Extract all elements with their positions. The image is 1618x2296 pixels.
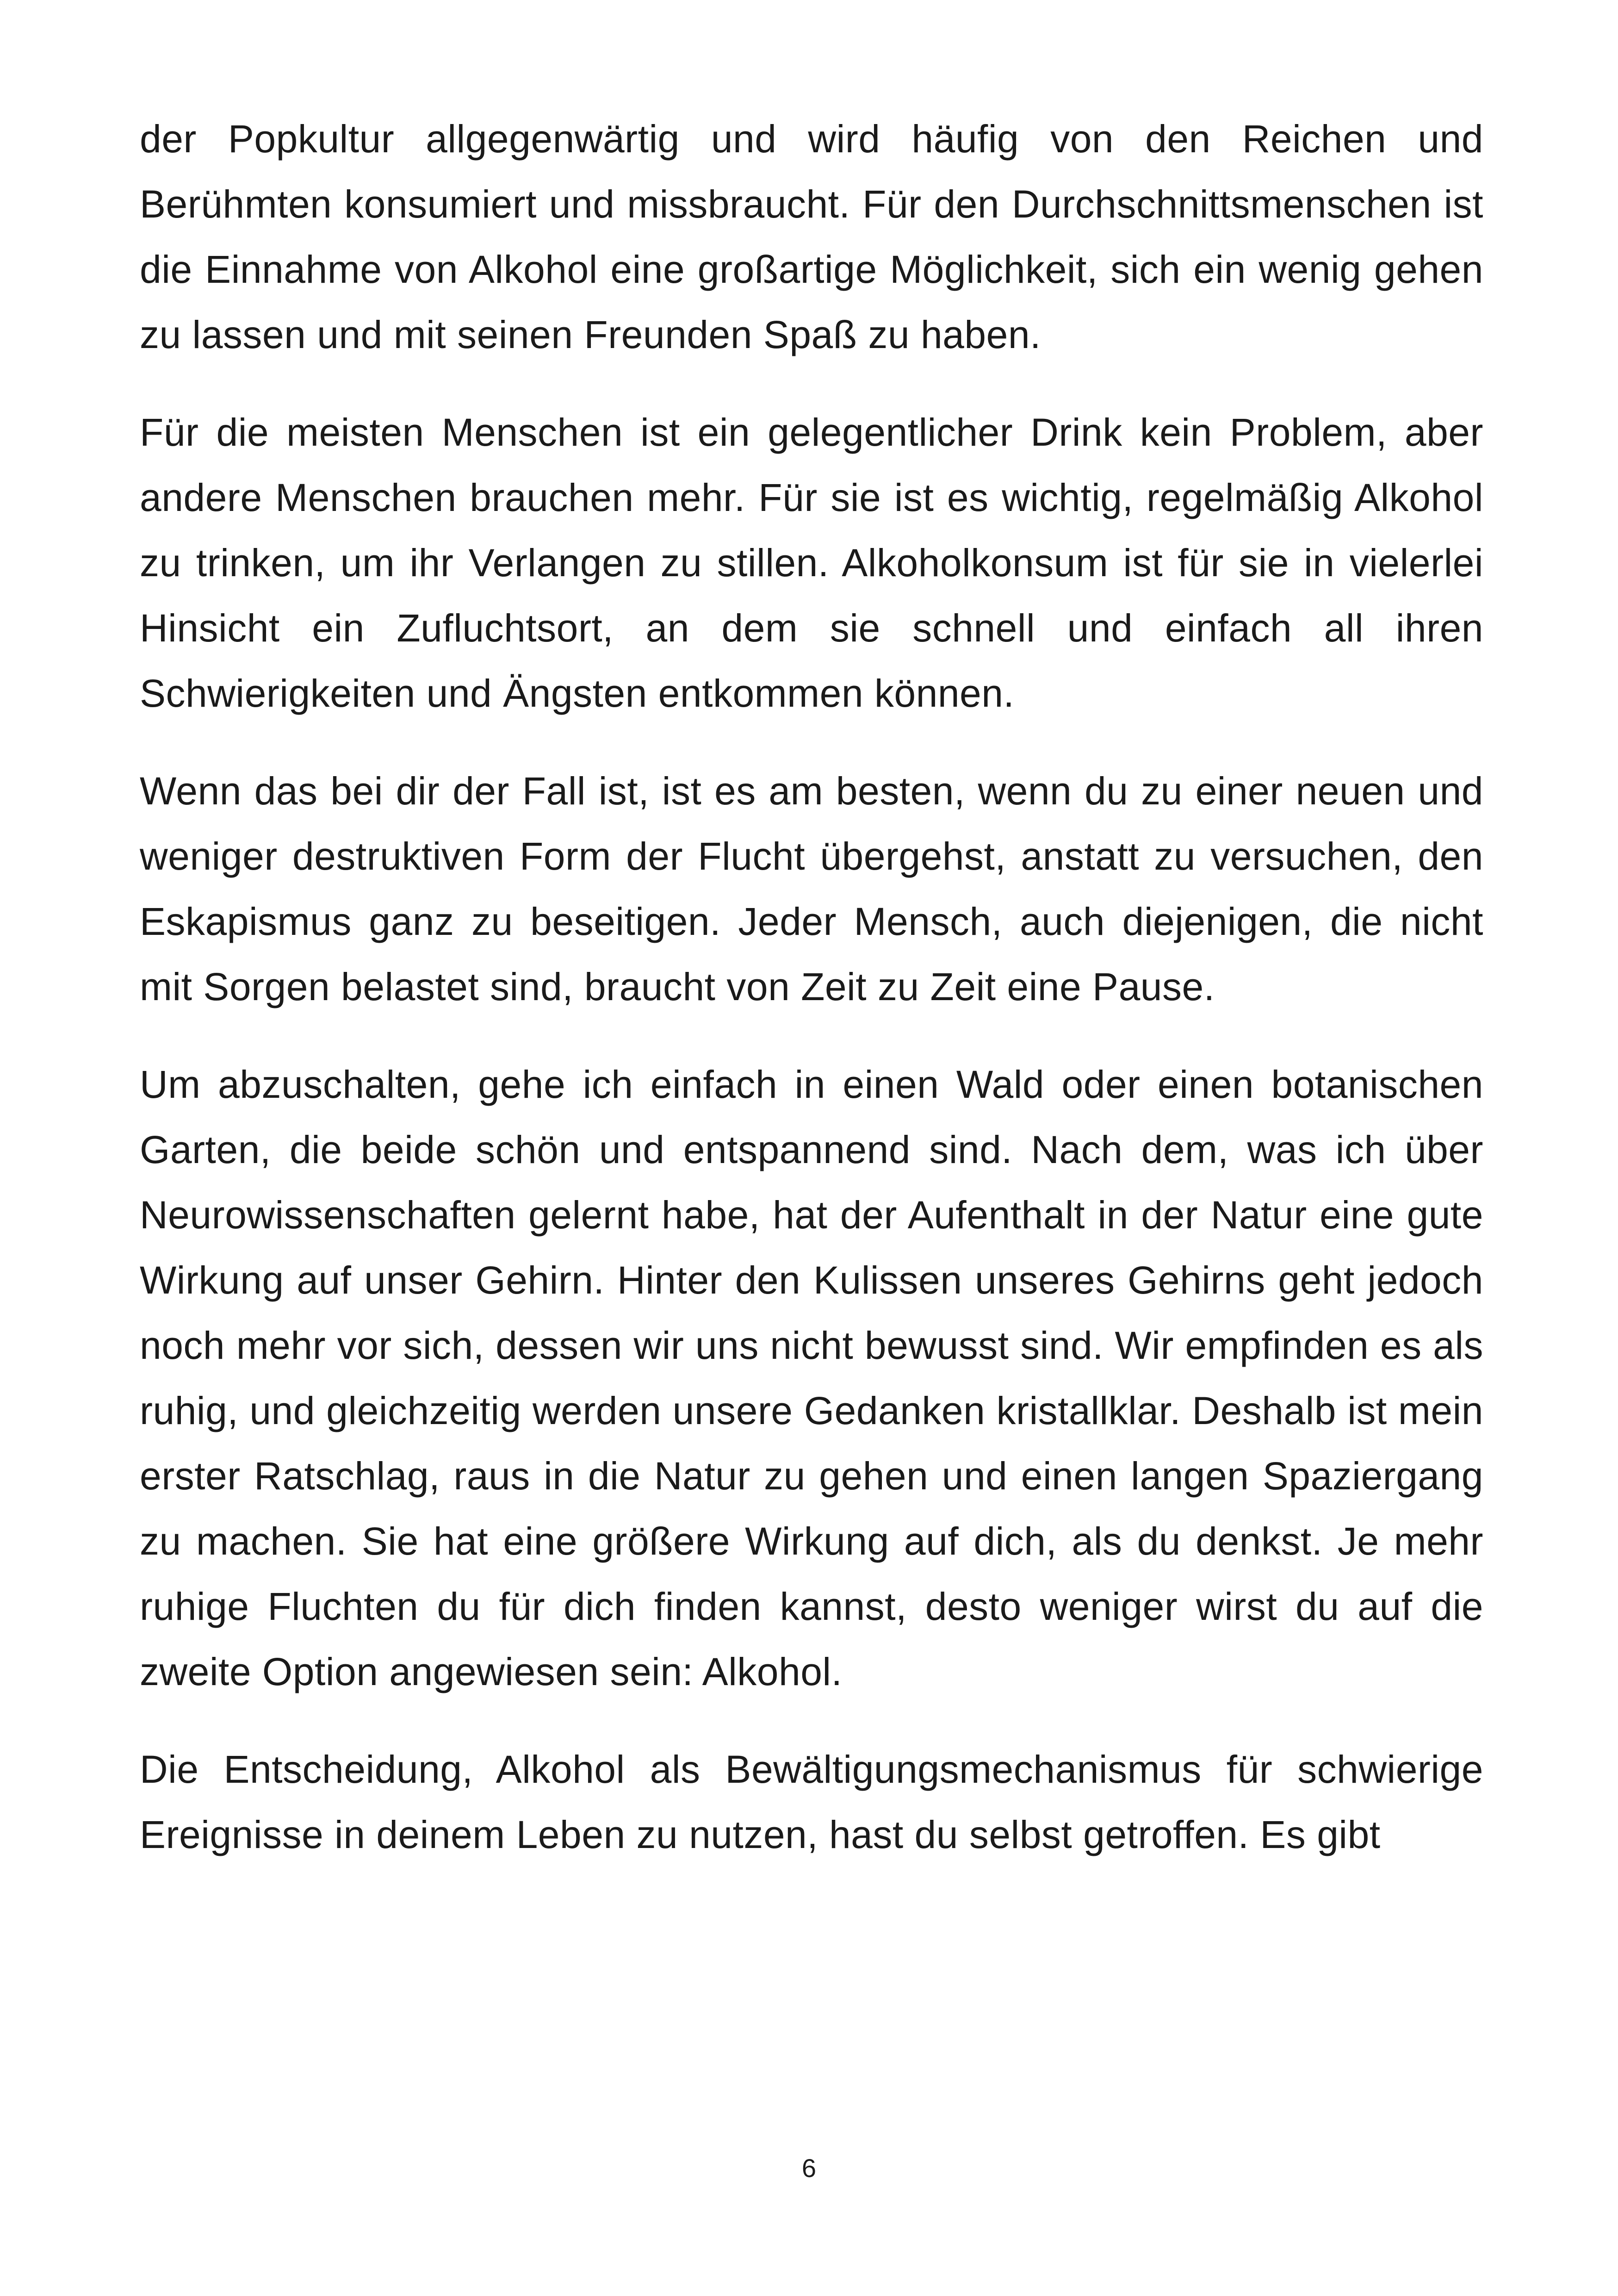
paragraph-2: Für die meisten Menschen ist ein gelegentlicher Drink kein Problem, aber andere Menschen brauchen mehr. Für sie ist es wichtig, regelmäßig Alkohol zu trinken, um ihr Verlangen zu stillen. Alkoholkonsum ist für sie in vielerlei Hinsicht ein Zufluchtsort, an dem sie schnell und einfach all ihren Schwierigkeiten und Ängsten entkommen können. xyxy=(140,411,1483,715)
paragraph-5: Die Entscheidung, Alkohol als Bewältigungsmechanismus für schwierige Ereignisse in deinem Leben zu nutzen, hast du selbst getroffen. Es gibt xyxy=(140,1748,1483,1856)
body-text xyxy=(140,106,1483,1900)
paragraph-1: der Popkultur allgegenwärtig und wird häufig von den Reichen und Berühmten konsumiert und missbraucht. Für den Durchschnittsmenschen ist die Einnahme von Alkohol eine großartige Möglichkeit, sich ein wenig gehen zu lassen und mit seinen Freunden Spaß zu haben. xyxy=(140,117,1483,356)
paragraph-3: Wenn das bei dir der Fall ist, ist es am besten, wenn du zu einer neuen und weniger destruktiven Form der Flucht übergehst, anstatt zu versuchen, den Eskapismus ganz zu beseitigen. Jeder Mensch, auch diejenigen, die nicht mit Sorgen belastet sind, braucht von Zeit zu Zeit eine Pause. xyxy=(140,769,1483,1008)
paragraph-4: Um abzuschalten, gehe ich einfach in einen Wald oder einen botanischen Garten, die beide schön und entspannend sind. Nach dem, was ich über Neurowissenschaften gelernt habe, hat der Aufenthalt in der Natur eine gute Wirkung auf unser Gehirn. Hinter den Kulissen unseres Gehirns geht jedoch noch mehr vor sich, dessen wir uns nicht bewusst sind. Wir empfinden es als ruhig, und gleichzeitig werden unsere Gedanken kristallklar. Deshalb ist mein erster Ratschlag, raus in die Natur zu gehen und einen langen Spaziergang zu machen. Sie hat eine größere Wirkung auf dich, als du denkst. Je mehr ruhige Fluchten du für dich finden kannst, desto weniger wirst du auf die zweite Option angewiesen sein: Alkohol. xyxy=(140,1063,1483,1693)
page-number: 6 xyxy=(801,2153,817,2183)
